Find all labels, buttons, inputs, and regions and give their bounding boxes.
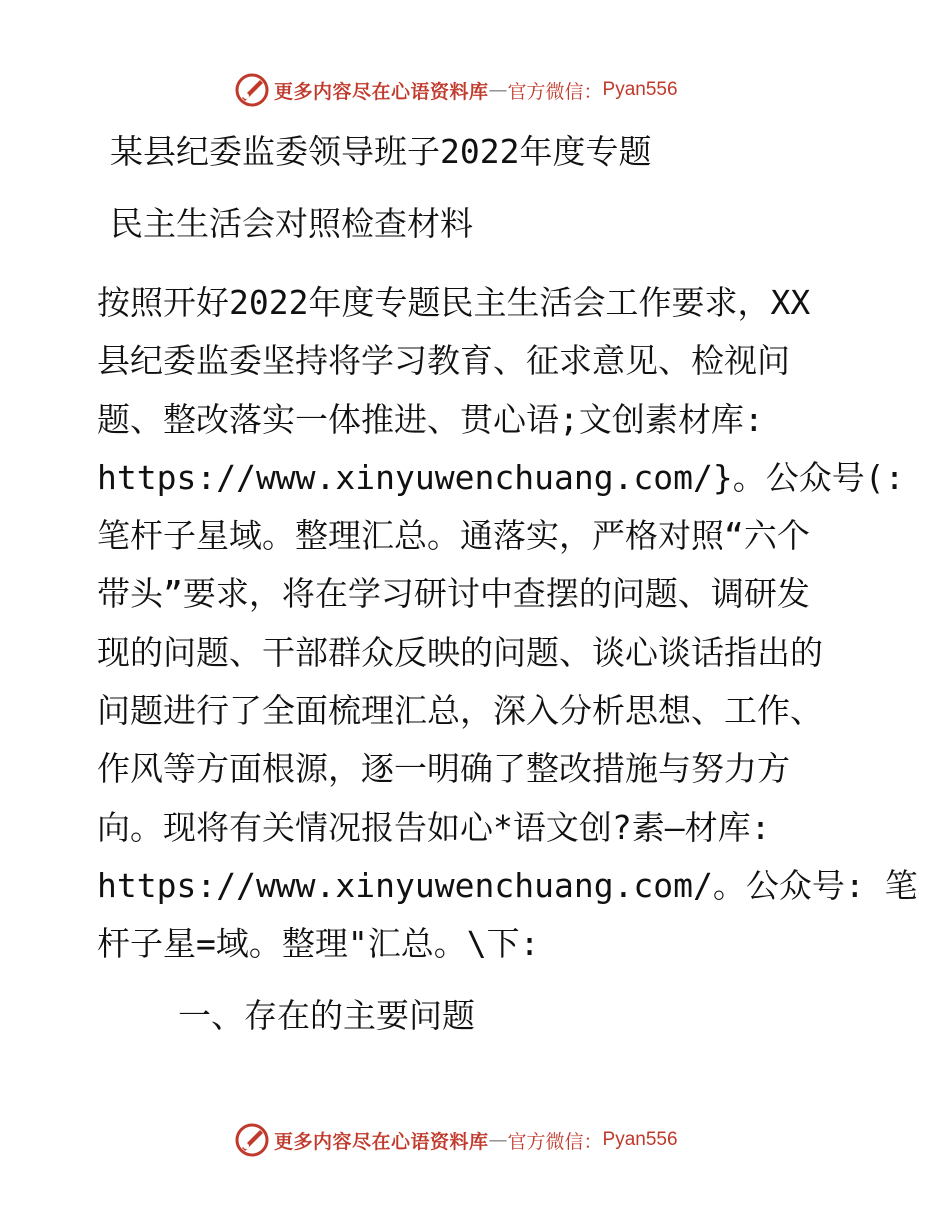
paragraph-line: 笔杆子星域。整理汇总。通落实，严格对照“六个 (97, 516, 810, 556)
paragraph-line: 带头”要求，将在学习研讨中查摆的问题、调研发 (97, 574, 810, 614)
footer-banner (234, 1120, 678, 1160)
paragraph-line: 县纪委监委坚持将学习教育、征求意见、检视问 (97, 341, 790, 381)
paragraph-line: 现的问题、干部群众反映的问题、谈心谈话指出的 (97, 632, 823, 672)
header-banner (234, 70, 678, 110)
section-heading: 一、存在的主要问题 (178, 996, 475, 1035)
paragraph-line: 按照开好2022年度专题民主生活会工作要求，XX (97, 283, 811, 322)
brand-logo-icon (234, 1122, 270, 1158)
paragraph-line: https://www.xinyuwenchuang.com/。公众号: 笔 (97, 865, 918, 905)
paragraph-line: 题、整改落实一体推进、贯心语;文创素材库: (97, 399, 764, 439)
banner-wechat-label: 官方微信： (507, 1130, 603, 1153)
document-title-line-1: 某县纪委监委领导班子2022年度专题 (110, 132, 652, 171)
paragraph-line: 杆子星=域。整理"汇总。\下: (97, 924, 540, 964)
banner-wechat-id: Pyan556 (602, 79, 678, 100)
document-title-line-2: 民主生活会对照检查材料 (110, 204, 473, 243)
paragraph-line: 向。现将有关情况报告如心*语文创?素—材库: (97, 807, 771, 847)
paragraph-line: https://www.xinyuwenchuang.com/}。公众号(: (97, 457, 905, 497)
banner-dash: — (488, 79, 508, 101)
paragraph-line: 作风等方面根源，逐一明确了整改措施与努力方 (97, 749, 790, 789)
banner-wechat-id: Pyan556 (602, 1129, 678, 1150)
brand-logo-icon (234, 72, 270, 108)
banner-title: 更多内容尽在心语资料库 (274, 1130, 489, 1153)
banner-dash: — (488, 1129, 508, 1151)
body-paragraph (97, 274, 918, 974)
banner-wechat-label: 官方微信： (507, 80, 603, 103)
banner-title: 更多内容尽在心语资料库 (274, 80, 489, 103)
paragraph-line: 问题进行了全面梳理汇总，深入分析思想、工作、 (97, 691, 823, 731)
